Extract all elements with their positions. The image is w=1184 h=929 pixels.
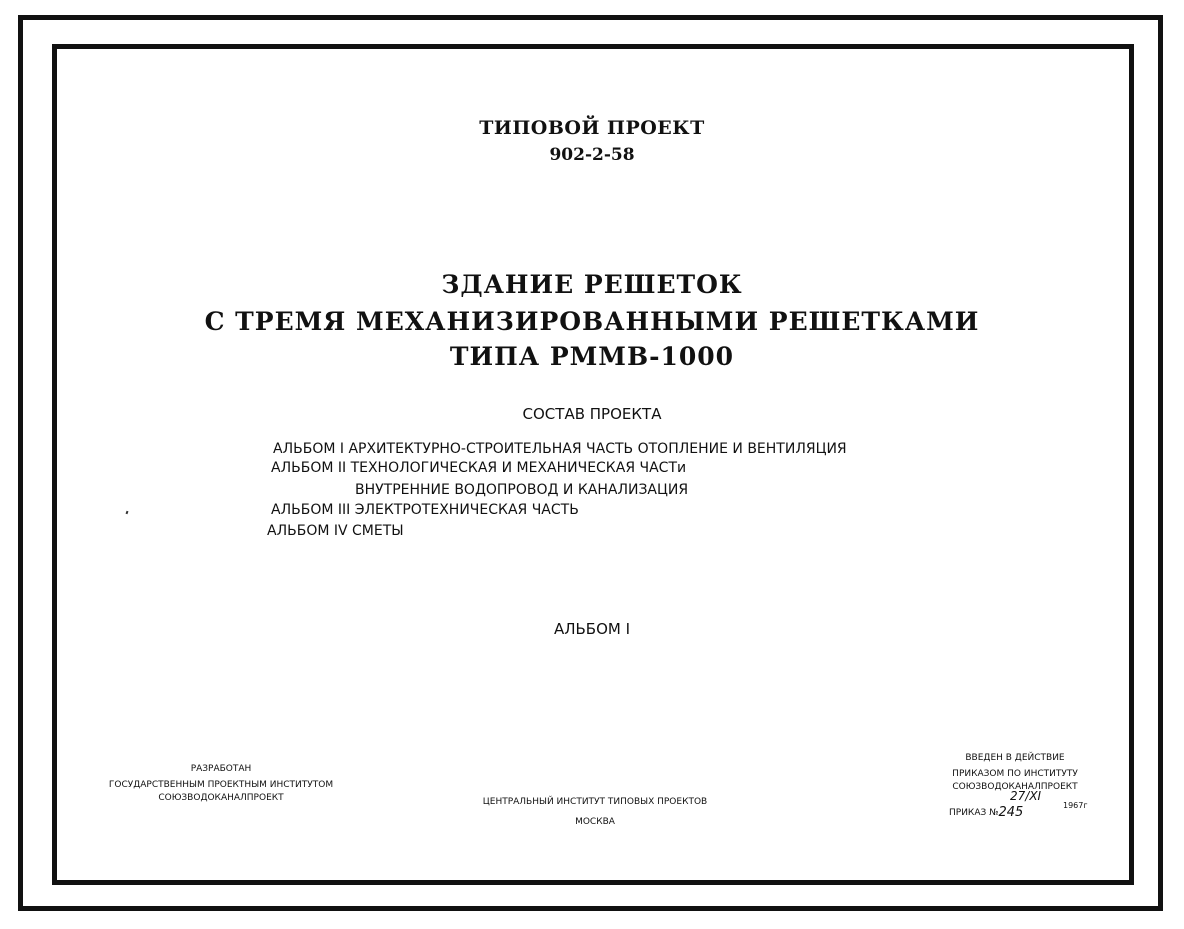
current-album-label: АЛЬБОМ I bbox=[553, 620, 631, 638]
developer-org-line-2: СОЮЗВОДОКАНАЛПРОЕКТ bbox=[158, 793, 284, 803]
order-year: 1967г bbox=[1063, 801, 1088, 810]
project-code: 902-2-58 bbox=[549, 145, 635, 165]
introduction-line-3: СОЮЗВОДОКАНАЛПРОЕКТ bbox=[952, 782, 1078, 792]
introduction-line-1: ВВЕДЕН В ДЕЙСТВИЕ bbox=[965, 753, 1065, 763]
developer-label: РАЗРАБОТАН bbox=[190, 764, 252, 774]
project-type-heading: ТИПОВОЙ ПРОЕКТ bbox=[479, 117, 705, 139]
order-line bbox=[949, 804, 1023, 819]
introduction-line-2: ПРИКАЗОМ ПО ИНСТИТУТУ bbox=[952, 769, 1078, 779]
order-label: ПРИКАЗ № bbox=[949, 808, 999, 818]
composition-heading: СОСТАВ ПРОЕКТА bbox=[522, 405, 662, 423]
main-title-line-3: ТИПА РММВ-1000 bbox=[449, 342, 735, 371]
album-list-item: АЛЬБОМ IV СМЕТЫ bbox=[267, 523, 404, 539]
order-date: 27/XI bbox=[1010, 789, 1042, 803]
album-list-item: АЛЬБОМ I АРХИТЕКТУРНО-СТРОИТЕЛЬНАЯ ЧАСТЬ ОТОПЛЕНИЕ И ВЕНТИЛЯЦИЯ bbox=[273, 441, 847, 457]
album-list-item: ВНУТРЕННИЕ ВОДОПРОВОД И КАНАЛИЗАЦИЯ bbox=[355, 482, 689, 498]
publisher-city: МОСКВА bbox=[575, 817, 615, 827]
album-list-item: АЛЬБОМ III ЭЛЕКТРОТЕХНИЧЕСКАЯ ЧАСТЬ bbox=[271, 502, 579, 518]
main-title-line-2: С ТРЕМЯ МЕХАНИЗИРОВАННЫМИ РЕШЕТКАМИ bbox=[204, 307, 980, 336]
publisher-name: ЦЕНТРАЛЬНЫЙ ИНСТИТУТ ТИПОВЫХ ПРОЕКТОВ bbox=[482, 797, 708, 807]
order-number: 245 bbox=[998, 805, 1024, 820]
main-title-line-1: ЗДАНИЕ РЕШЕТОК bbox=[441, 270, 743, 299]
album-list-item: АЛЬБОМ II ТЕХНОЛОГИЧЕСКАЯ И МЕХАНИЧЕСКАЯ ЧАСТи bbox=[271, 460, 687, 476]
developer-org-line-1: ГОСУДАРСТВЕННЫМ ПРОЕКТНЫМ ИНСТИТУТОМ bbox=[108, 780, 334, 790]
